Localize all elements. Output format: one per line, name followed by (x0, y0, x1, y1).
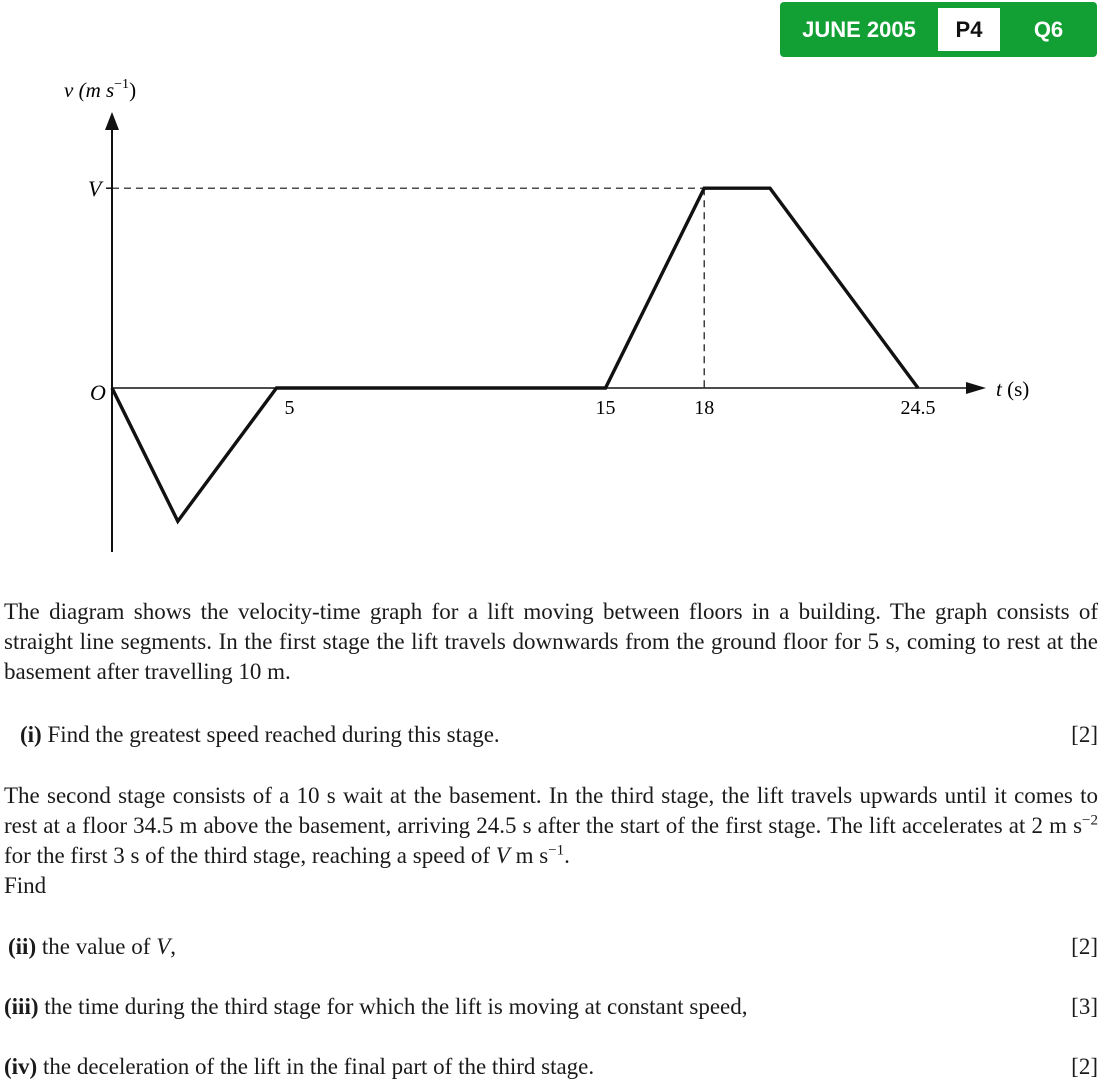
part-iii-marks: [3] (1071, 994, 1098, 1019)
x-axis-arrow (966, 382, 986, 394)
x-axis-label-data: t (s) (0, 60, 2, 61)
part-iii (4, 992, 1098, 1022)
part-ii-marks: [2] (1071, 934, 1098, 959)
stage2-text-d: . (564, 843, 570, 868)
part-ii-text-a: the value of (41, 934, 157, 959)
badge-date: JUNE 2005 (802, 16, 916, 42)
stage2-find: Find (4, 873, 47, 898)
x-tick-label: 18 (694, 397, 715, 419)
stage2-text-b: for the first 3 s of the third stage, reaching a speed of (4, 843, 496, 868)
badge-paper: P4 (938, 8, 1000, 51)
part-ii (8, 932, 1098, 962)
part-ii-var: V (156, 934, 171, 959)
part-iv (4, 1052, 1098, 1082)
part-i (20, 720, 1098, 750)
y-axis-var: v (m s (64, 78, 115, 102)
stage2-text-a: The second stage consists of a 10 s wait at the basement. In the third stage, the lift travels upwards until it comes to rest at a floor 34.5 m above the basement, arriving 24.5 s after the start of the first stage. The lift accelerates at 2 m s (4, 783, 1098, 838)
stage2-sup-a: −2 (1082, 812, 1098, 829)
stage2-paragraph (4, 781, 1098, 901)
part-i-label: (i) (20, 722, 42, 747)
x-axis-label: t (s) (996, 377, 1030, 401)
y-axis-arrow (105, 112, 119, 130)
x-tick-labels (285, 397, 936, 419)
stage2-text-c: m s (509, 843, 549, 868)
part-ii-label: (ii) (8, 934, 37, 959)
part-iii-label: (iii) (4, 994, 39, 1019)
stage2-var: V (495, 843, 510, 868)
part-iii-text: the time during the third stage for which the lift is moving at constant speed, (44, 994, 748, 1019)
part-iv-text: the deceleration of the lift in the final part of the third stage. (42, 1054, 595, 1079)
velocity-series-line (112, 188, 918, 521)
x-tick-label: 5 (284, 397, 295, 419)
stage2-sup-c: −1 (548, 842, 565, 859)
origin-label: O (90, 380, 106, 405)
v-label: V (88, 176, 102, 201)
x-axis-unit: (s) (1001, 377, 1030, 401)
part-iv-label: (iv) (4, 1054, 38, 1079)
question-badge (780, 2, 1097, 57)
x-tick-label: 24.5 (900, 397, 936, 419)
part-iv-marks: [2] (1071, 1054, 1098, 1079)
y-axis-label (64, 77, 136, 102)
x-tick-label: 15 (595, 397, 616, 419)
y-axis-unit-power: −1 (114, 77, 130, 92)
part-i-marks: [2] (1071, 722, 1098, 747)
part-i-text: Find the greatest speed reached during this stage. (47, 722, 500, 747)
badge-question: Q6 (1033, 16, 1064, 42)
y-axis-close: ) (129, 78, 137, 102)
velocity-time-graph (0, 60, 1100, 560)
intro-paragraph: The diagram shows the velocity-time graph for a lift moving between floors in a building. The graph consists of straight line segments. In the first stage the lift travels downwards from the ground floor for 5 s, coming to rest at the basement after travelling 10 m. (4, 599, 1098, 684)
part-ii-text-b: , (170, 934, 176, 959)
